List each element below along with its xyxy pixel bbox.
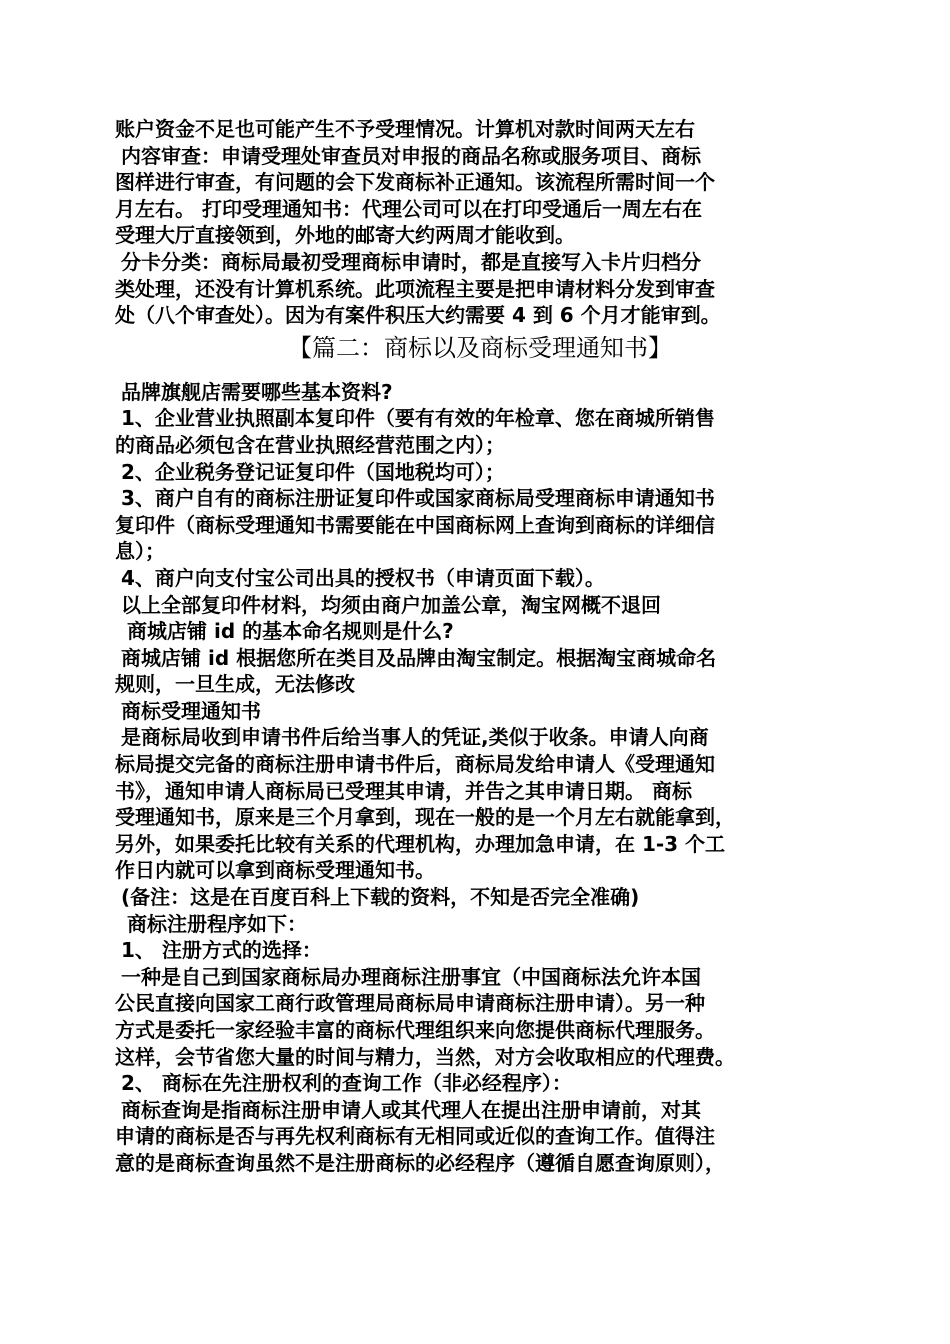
text-line: 品牌旗舰店需要哪些基本资料? [121, 379, 393, 404]
text-line: 商标查询是指商标注册申请人或其代理人在提出注册申请前，对其 [121, 1097, 701, 1122]
text-line: 月左右。 打印受理通知书：代理公司可以在打印受通后一周左右在 [115, 196, 702, 221]
text-line: 受理通知书，原来是三个月拿到，现在一般的是一个月左右就能拿到， [115, 805, 735, 830]
text-line: 商城店铺 id 根据您所在类目及品牌由淘宝制定。根据淘宝商城命名 [121, 645, 717, 670]
text-line: 图样进行审查，有问题的会下发商标补正通知。该流程所需时间一个 [115, 170, 715, 195]
text-line: 商标注册程序如下： [127, 911, 307, 936]
text-line: (备注：这是在百度百科上下载的资料，不知是否完全准确) [121, 885, 640, 910]
text-line: 这样，会节省您大量的时间与精力，当然，对方会收取相应的代理费。 [115, 1044, 735, 1069]
text-line: 3、商户自有的商标注册证复印件或国家商标局受理商标申请通知书 [121, 486, 715, 511]
section-2 [115, 379, 845, 1177]
text-line: 2、企业税务登记证复印件（国地税均可）； [121, 459, 505, 484]
text-line: 类处理，还没有计算机系统。此项流程主要是把申请材料分发到审查 [115, 276, 715, 301]
text-line: 1、企业营业执照副本复印件（要有有效的年检章、您在商城所销售 [121, 406, 715, 431]
text-line: 标局提交完备的商标注册申请书件后，商标局发给申请人《受理通知 [115, 752, 715, 777]
text-line: 商城店铺 id 的基本命名规则是什么? [127, 619, 454, 644]
text-line: 1、 注册方式的选择： [121, 938, 322, 963]
document-page [115, 116, 845, 1177]
text-line: 作日内就可以拿到商标受理通知书。 [115, 858, 435, 883]
text-line: 的商品必须包含在营业执照经营范围之内）； [115, 432, 505, 457]
text-line: 受理大厅直接领到，外地的邮寄大约两周才能收到。 [115, 223, 575, 248]
text-line: 账户资金不足也可能产生不予受理情况。计算机对款时间两天左右 [115, 117, 695, 141]
text-line: 处（八个审查处）。因为有案件积压大约需要 4 到 6 个月才能审到。 [115, 303, 721, 328]
text-line: 复印件（商标受理通知书需要能在中国商标网上查询到商标的详细信 [115, 512, 715, 537]
text-line: 息）； [115, 539, 165, 564]
text-line: 2、 商标在先注册权利的查询工作（非必经程序）： [121, 1071, 572, 1096]
text-line: 方式是委托一家经验丰富的商标代理组织来向您提供商标代理服务。 [115, 1018, 715, 1042]
text-line: 内容审查：申请受理处审查员对申报的商品名称或服务项目、商标 [121, 143, 701, 168]
text-line: 4、商户向支付宝公司出具的授权书（申请页面下载）。 [121, 565, 605, 590]
text-line: 规则，一旦生成，无法修改 [115, 672, 355, 697]
text-line: 另外，如果委托比较有关系的代理机构，办理加急申请，在 1-3 个工 [115, 831, 726, 856]
text-line: 公民直接向国家工商行政管理局商标局申请商标注册申请）。另一种 [115, 991, 705, 1016]
text-line: 申请的商标是否与再先权利商标有无相同或近似的查询工作。值得注 [115, 1124, 715, 1149]
text-line: 以上全部复印件材料，均须由商户加盖公章，淘宝网概不退回 [121, 592, 661, 617]
text-line: 商标受理通知书 [121, 698, 261, 723]
text-line: 分卡分类：商标局最初受理商标申请时，都是直接写入卡片归档分 [121, 249, 701, 274]
section-heading: 【篇二：商标以及商标受理通知书】 [288, 333, 672, 362]
text-line: 一种是自己到国家商标局办理商标注册事宜（中国商标法允许本国 [121, 964, 701, 989]
text-line: 书》，通知申请人商标局已受理其申请，并告之其申请日期。 商标 [115, 778, 692, 803]
section-1 [115, 116, 845, 329]
text-line: 意的是商标查询虽然不是注册商标的必经程序（遵循自愿查询原则）， [115, 1150, 725, 1175]
text-line: 是商标局收到申请书件后给当事人的凭证,类似于收条。申请人向商 [121, 725, 709, 750]
